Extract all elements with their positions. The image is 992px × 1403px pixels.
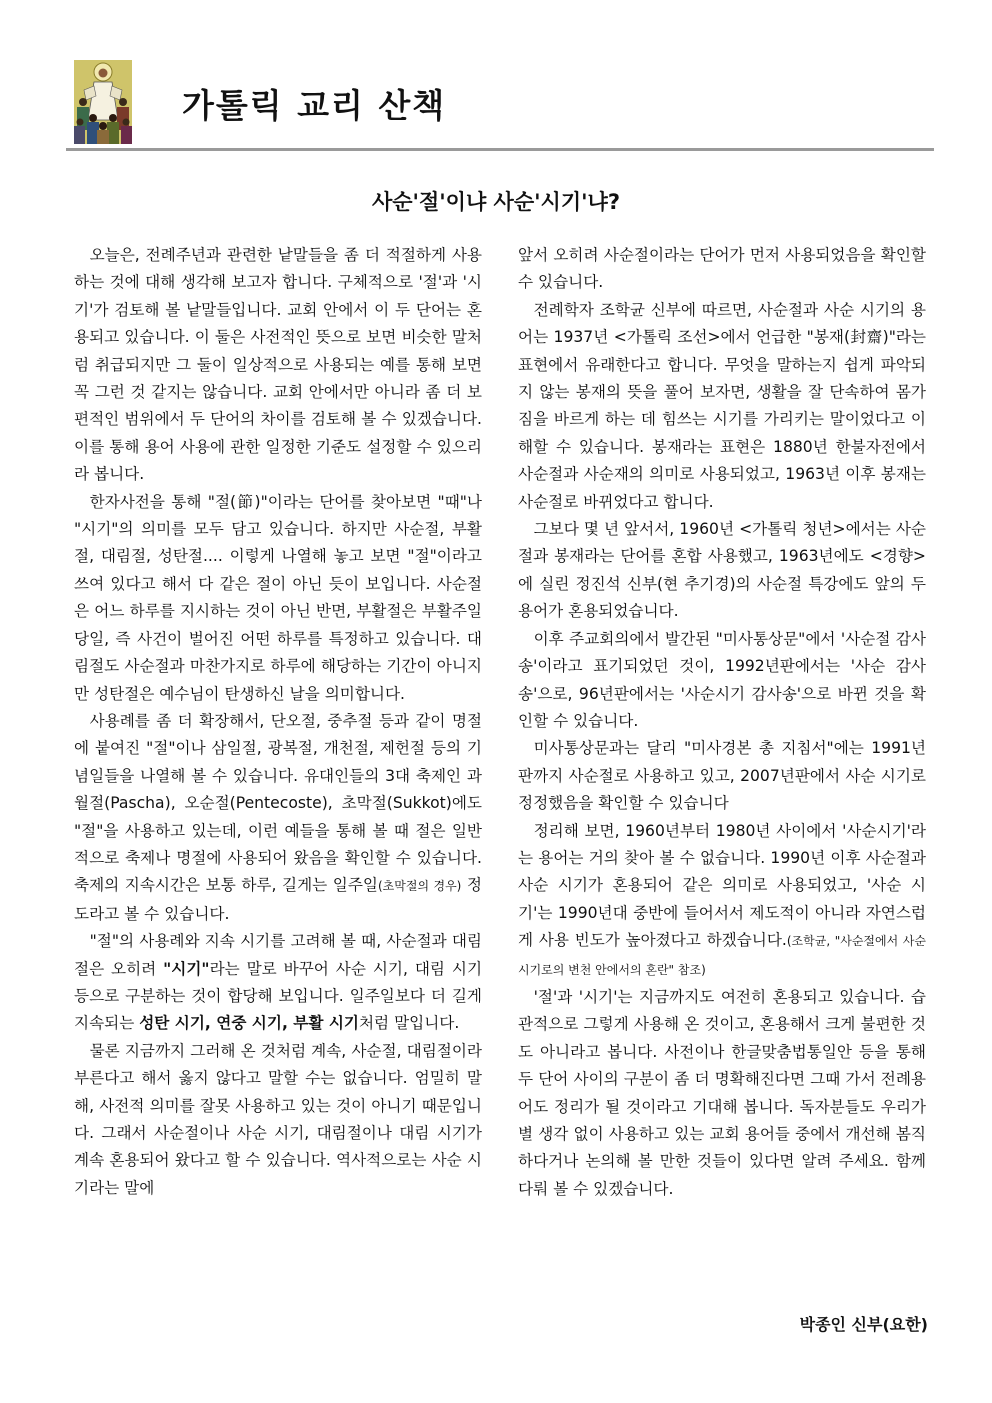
citation-note: (조학균, "사순절에서 사순시기로의 변천 안에서의 혼란" 참조) <box>518 934 926 977</box>
paragraph: 한자사전을 통해 "절(節)"이라는 단어를 찾아보면 "때"나 "시기"의 의미를 모두 담고 있습니다. 하지만 사순절, 부활절, 대림절, 성탄절.... 이렇게 나열해 놓고 보면 "절"이라고 쓰여 있다고 해서 다 같은 절이 아닌 듯이 보입니다. 사순절은 어느 하루를 지시하는 것이 아닌 반면, 부활절은 부활주일 당일, 즉 사건이 벌어진 어떤 하루를 특정하고 있습니다. 대림절도 사순절과 마찬가지로 하루에 해당하는 기간이 아니지만 성탄절은 예수님이 탄생하신 날을 의미합니다. <box>74 492 482 703</box>
paragraph <box>518 818 926 984</box>
emphasis-text: "시기" <box>163 959 210 978</box>
article-title: 사순'절'이냐 사순'시기'냐? <box>371 190 621 214</box>
paragraph <box>74 928 482 1038</box>
header-divider <box>66 148 934 151</box>
paragraph-text: 라는 말로 바꾸어 사순 시기, 대림 시기 등으로 구분하는 것이 합당해 보입니다. 일주일보다 더 길게 지속되는 <box>74 959 483 1033</box>
paragraph-text: 사용례를 좀 더 확장해서, 단오절, 중추절 등과 같이 명절에 붙여진 "절"이나 삼일절, 광복절, 개천절, 제헌절 등의 기념일들을 나열해 볼 수 있습니다. 유대인들의 3대 축제인 과월절(Pascha), 오순절(Pentecoste), 초막절(Sukkot)에도 "절"을 사용하고 있는데, 이런 예들을 통해 볼 때 절은 일반적으로 축제나 명절에 사용되어 왔음을 확인할 수 있습니다. 축제의 지속시간은 보통 하루, 길게는 일주일 <box>74 711 482 895</box>
paragraph: 이후 주교회의에서 발간된 "미사통상문"에서 '사순절 감사송'이라고 표기되었던 것이, 1992년판에서는 '사순 감사송'으로, 96년판에서는 '사순시기 감사송'으로 바뀐 것을 확인할 수 있습니다. <box>518 629 926 730</box>
author-signature: 박종인 신부(요한) <box>799 1315 928 1334</box>
article-column-right <box>518 242 926 1203</box>
paragraph: 그보다 몇 년 앞서서, 1960년 <가톨릭 청년>에서는 사순절과 봉재라는 단어를 혼합 사용했고, 1963년에도 <경향>에 실린 정진석 신부(현 추기경)의 사순절 특강에도 앞의 두 용어가 혼용되었습니다. <box>518 520 926 621</box>
paragraph: 오늘은, 전례주년과 관련한 낱말들을 좀 더 적절하게 사용하는 것에 대해 생각해 보고자 합니다. 구체적으로 '절'과 '시기'가 검토해 볼 낱말들입니다. 교회 안에서 이 두 단어는 혼용되고 있습니다. 이 둘은 사전적인 뜻으로 보면 비슷한 말처럼 취급되지만 그 둘이 일상적으로 사용되는 예를 통해 보면 꼭 그런 것 같지는 않습니다. 교회 안에서만 아니라 좀 더 보편적인 범위에서 두 단어의 차이를 검토해 볼 수 있겠습니다. 이를 통해 용어 사용에 관한 일정한 기준도 설정할 수 있으리라 봅니다. <box>74 246 482 484</box>
paragraph-text: 정리해 보면, 1960년부터 1980년 사이에서 '사순시기'라는 용어는 거의 찾아 볼 수 없습니다. 1990년 이후 사순절과 사순 시기가 혼용되어 같은 의미로 사용되었고, '사순 시기'는 1990년대 중반에 들어서서 제도적이 아니라 자연스럽게 사용 빈도가 높아졌다고 하겠습니다. <box>518 821 926 950</box>
paragraph: 전례학자 조학균 신부에 따르면, 사순절과 사순 시기의 용어는 1937년 <가톨릭 조선>에서 언급한 "봉재(封齋)"라는 표현에서 유래한다고 합니다. 무엇을 말하는지 쉽게 파악되지 않는 봉재의 뜻을 풀어 보자면, 생활을 잘 단속하여 몸가짐을 바르게 하는 데 힘쓰는 시기를 가리키는 말이었다고 이해할 수 있습니다. 봉재라는 표현은 1880년 한불자전에서 사순절과 사순재의 의미로 사용되었고, 1963년 이후 봉재는 사순절로 바뀌었다고 합니다. <box>518 300 926 511</box>
paragraph-text: 정도라고 볼 수 있습니다. <box>74 876 483 923</box>
page-header <box>70 58 934 150</box>
article-column-left <box>74 242 482 1202</box>
jesus-with-disciples-icon <box>74 60 132 144</box>
paragraph: '절'과 '시기'는 지금까지도 여전히 혼용되고 있습니다. 습관적으로 그렇게 사용해 온 것이고, 혼용해서 크게 불편한 것도 아니라고 봅니다. 사전이나 한글맞춤법통일안 등을 통해 두 단어 사이의 구분이 좀 더 명확해진다면 그때 가서 전례용어도 정리가 될 것이라고 기대해 봅니다. 독자분들도 우리가 별 생각 없이 사용하고 있는 교회 용어들 중에서 개선해 봄직하다거나 논의해 볼 만한 것들이 있다면 알려 주세요. 함께 다뤄 볼 수 있겠습니다. <box>518 987 926 1198</box>
paragraph-text: 처럼 말입니다. <box>358 1014 460 1033</box>
page-title: 가톨릭 교리 산책 <box>182 86 447 125</box>
paragraph-text: "절"의 사용례와 지속 시기를 고려해 볼 때, 사순절과 대림절은 오히려 <box>74 932 482 978</box>
paragraph-note: (초막절의 경우) <box>378 879 462 894</box>
emphasis-text: 성탄 시기, 연중 시기, 부활 시기 <box>139 1014 359 1033</box>
paragraph <box>74 708 482 928</box>
paragraph: 앞서 오히려 사순절이라는 단어가 먼저 사용되었음을 확인할 수 있습니다. <box>518 246 926 292</box>
paragraph: 물론 지금까지 그러해 온 것처럼 계속, 사순절, 대림절이라 부른다고 해서 옳지 않다고 말할 수는 없습니다. 엄밀히 말해, 사전적 의미를 잘못 사용하고 있는 것이 아니기 때문입니다. 그래서 사순절이나 사순 시기, 대림절이나 대림 시기가 계속 혼용되어 왔다고 할 수 있습니다. 역사적으로는 사순 시기라는 말에 <box>74 1041 482 1197</box>
paragraph: 미사통상문과는 달리 "미사경본 총 지침서"에는 1991년판까지 사순절로 사용하고 있고, 2007년판에서 사순 시기로 정정했음을 확인할 수 있습니다 <box>518 739 926 813</box>
